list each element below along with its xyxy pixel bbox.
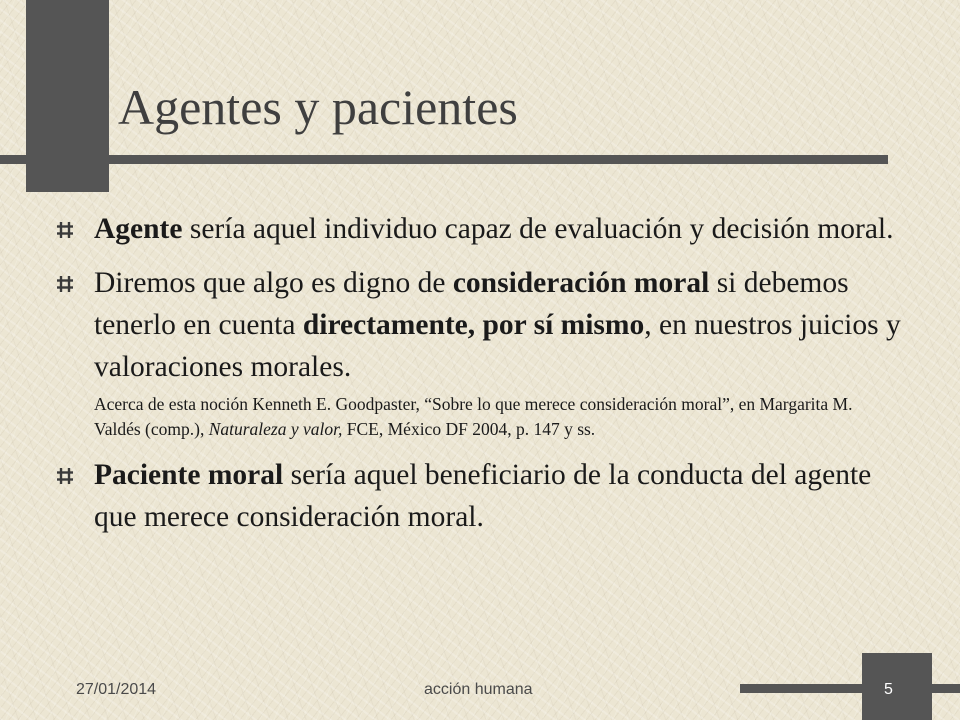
hash-bullet-icon bbox=[56, 467, 74, 485]
bullet-text: , en nuestros juicios y valoraciones morales. bbox=[94, 309, 901, 383]
decorative-rule-bottom bbox=[740, 684, 960, 693]
slide-number: 5 bbox=[884, 681, 893, 698]
term-consideracion-moral: consideración moral bbox=[452, 267, 710, 299]
hash-bullet-icon bbox=[56, 275, 74, 293]
term-directamente: directamente, por sí mismo bbox=[302, 309, 645, 341]
slide-title: Agentes y pacientes bbox=[118, 79, 518, 135]
bullet-text: Diremos que algo es digno de bbox=[94, 267, 453, 299]
bullet-text: sería aquel individuo capaz de evaluación y decisión moral. bbox=[182, 213, 894, 245]
footer-title: acción humana bbox=[424, 681, 533, 698]
bullet-list bbox=[56, 208, 901, 550]
term-agente: Agente bbox=[94, 213, 183, 245]
bullet-text: sería aquel beneficiario de la conducta del agente que merece consideración moral. bbox=[94, 459, 872, 533]
bullet-consideracion-moral bbox=[56, 262, 901, 442]
hash-bullet-icon bbox=[56, 221, 74, 239]
reference-book-title: Naturaleza y valor, bbox=[208, 419, 343, 439]
bullet-paciente-moral bbox=[56, 454, 901, 538]
reference-text: Acerca de esta noción Kenneth E. Goodpaster, “Sobre lo que merece consideración moral”, en Margarita M. Valdés (comp.), bbox=[94, 394, 853, 439]
term-paciente-moral: Paciente moral bbox=[94, 459, 284, 491]
bullet-text: si debemos tenerlo en cuenta bbox=[94, 267, 849, 341]
reference-text: FCE, México DF 2004, p. 147 y ss. bbox=[342, 419, 596, 439]
bullet-agente bbox=[56, 208, 901, 250]
decorative-rule-top bbox=[0, 155, 888, 164]
footer-date: 27/01/2014 bbox=[76, 681, 157, 698]
reference-note bbox=[94, 388, 901, 442]
